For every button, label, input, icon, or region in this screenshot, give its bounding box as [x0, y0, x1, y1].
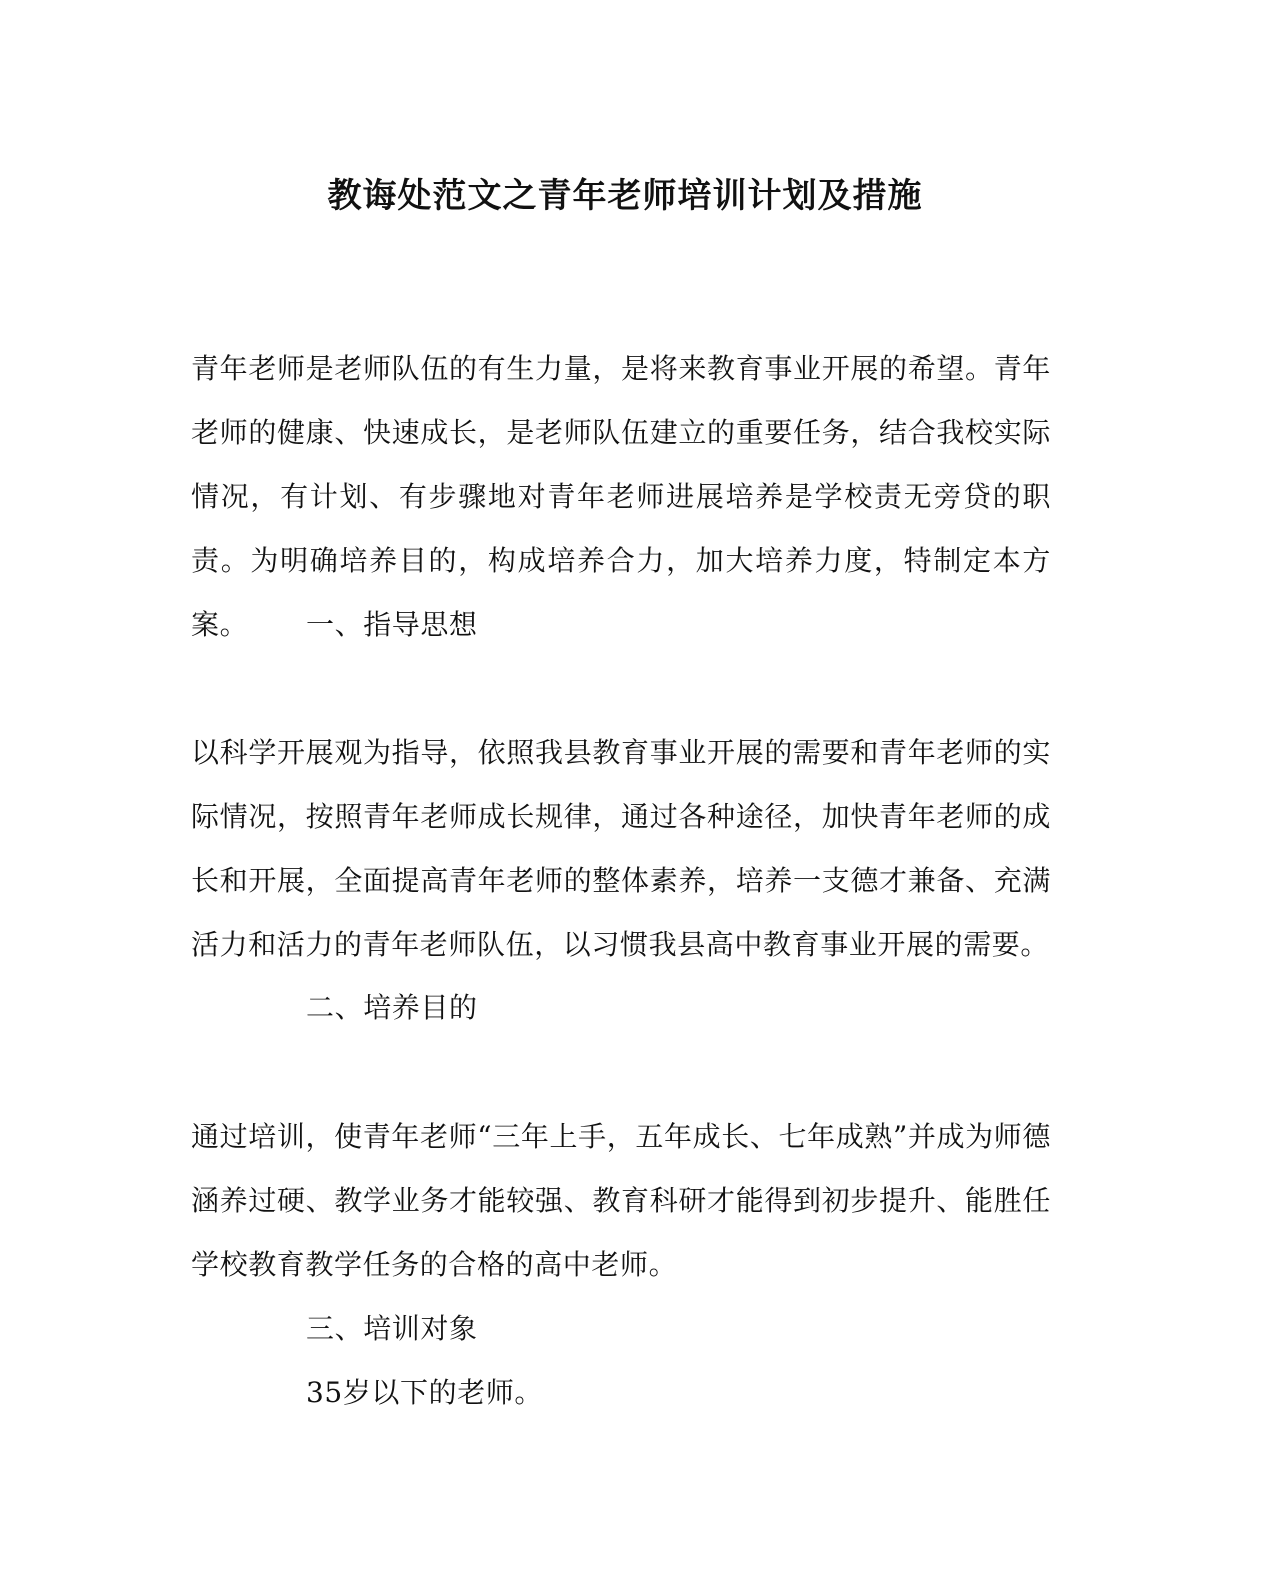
document-title: 教诲处范文之青年老师培训计划及措施	[327, 176, 923, 216]
intro-paragraph: 青年老师是老师队伍的有生力量，是将来教育事业开展的希望。青年老师的健康、快速成长，是老师队伍建立的重要任务，结合我校实际情况，有计划、有步骤地对青年老师进展培养是学校责无旁贷的职责。为明确培养目的，构成培养合力，加大培养力度，特制定本方案。	[191, 352, 1051, 641]
section-heading-training-target: 三、培训对象	[306, 1312, 478, 1345]
section-heading-guiding-thought: 一、指导思想	[306, 608, 478, 641]
section-body-guiding-thought: 以科学开展观为指导，依照我县教育事业开展的需要和青年老师的实际情况，按照青年老师成长规律，通过各种途径，加快青年老师的成长和开展，全面提高青年老师的整体素养，培养一支德才兼备、充满活力和活力的青年老师队伍，以习惯我县高中教育事业开展的需要。	[191, 736, 1051, 961]
section-body-training-target: 35岁以下的老师。	[306, 1376, 544, 1409]
section-body-training-goal: 通过培训，使青年老师“三年上手，五年成长、七年成熟”并成为师德涵养过硬、教学业务才能较强、教育科研才能得到初步提升、能胜任学校教育教学任务的合格的高中老师。	[191, 1120, 1051, 1281]
section-heading-training-goal: 二、培养目的	[306, 991, 478, 1024]
